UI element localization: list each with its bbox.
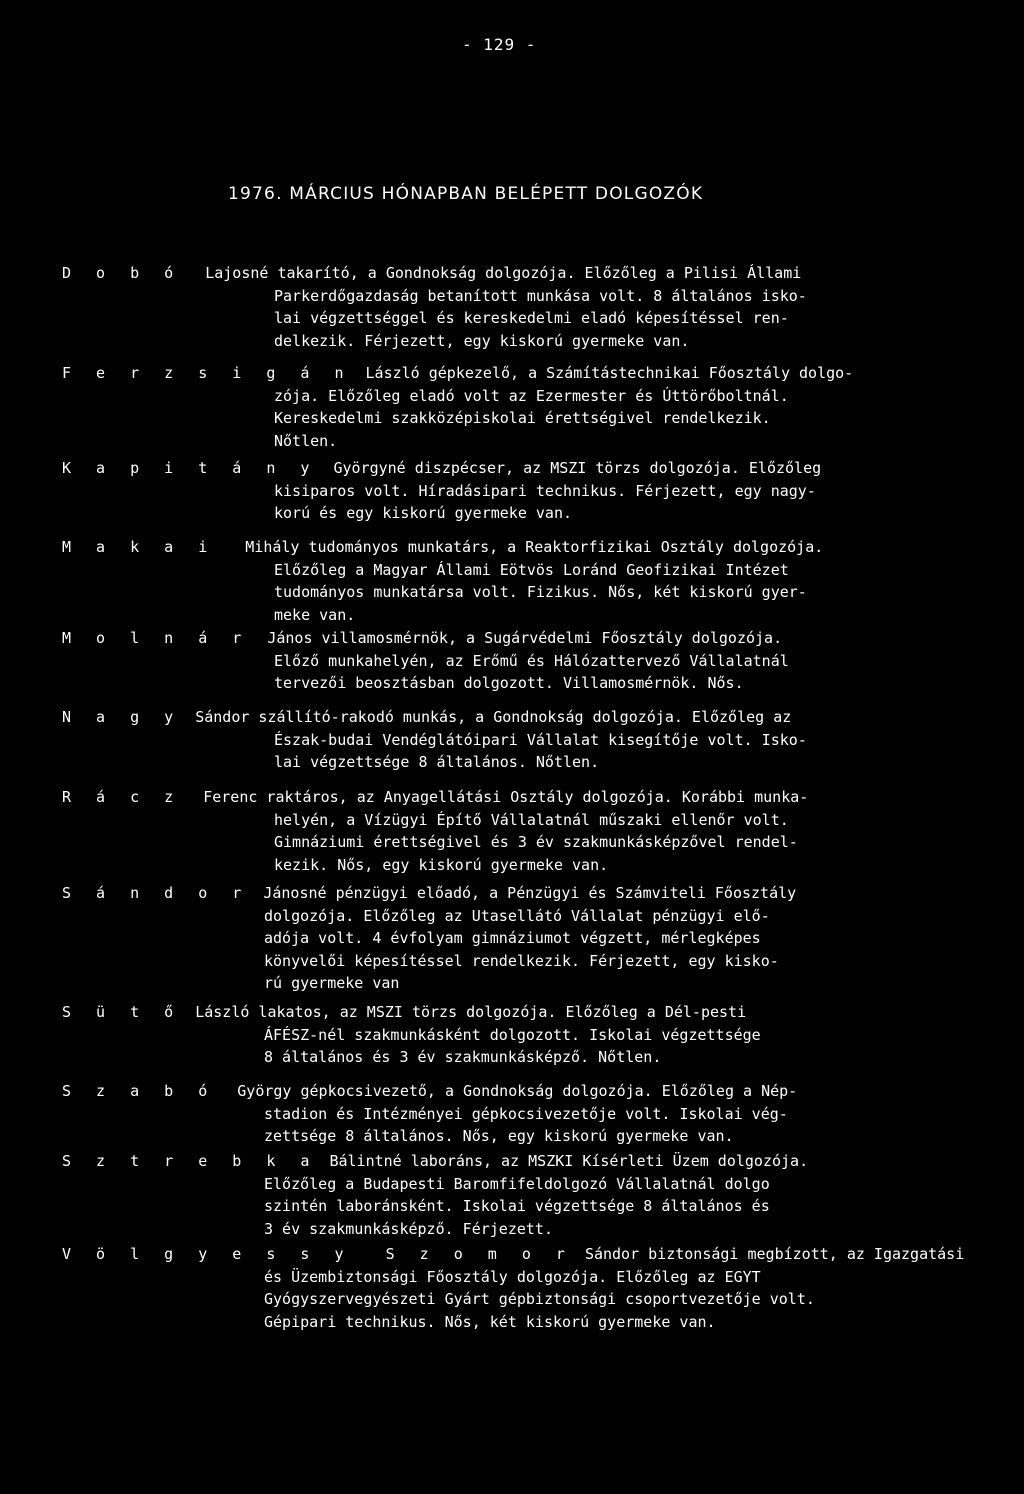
entry-line: Nőtlen. [274, 431, 338, 450]
entry-line: lai végzettsége 8 általános. Nőtlen. [274, 753, 600, 771]
entry-line: Parkerdőgazdaság betanított munkása volt. 8 általános isko- [274, 286, 807, 305]
entry-line: Észak-budai Vendéglátóipari Vállalat kisegítője volt. Isko- [274, 730, 807, 749]
entry-surname: R á c z [62, 788, 182, 806]
entry-volgyessy-szomor [62, 1243, 994, 1333]
entry-line: tervezői beosztásban dolgozott. Villamosmérnök. Nős. [274, 674, 744, 692]
entry-line: 3 év szakmunkásképző. Férjezett. [264, 1219, 553, 1238]
entry-ferzsigan [62, 362, 994, 452]
entry-line: Előzőleg a Magyar Állami Eötvös Loránd Geofizikai Intézet [274, 560, 789, 579]
entry-line: György gépkocsivezető, a Gondnokság dolgozója. Előzőleg a Nép- [237, 1082, 798, 1100]
entry-sandor [62, 882, 994, 995]
entry-surname: S z a b ó [62, 1082, 216, 1100]
entry-line: Gimnáziumi érettségivel és 3 év szakmunkásképzővel rendel- [274, 833, 798, 851]
entry-line: korú és egy kiskorú gyermeke van. [274, 504, 573, 522]
entry-sztrebka [62, 1150, 994, 1240]
entry-surname: V ö l g y e s s y S z o m o r [62, 1245, 573, 1263]
page-title: 1976. MÁRCIUS HÓNAPBAN BELÉPETT DOLGOZÓK [228, 184, 704, 204]
page-number: - 129 - [462, 35, 537, 54]
entry-line: ÁFÉSZ-nél szakmunkásként dolgozott. Iskolai végzettsége [264, 1025, 761, 1044]
entry-line: Mihály tudományos munkatárs, a Reaktorfizikai Osztály dolgozója. [245, 538, 824, 556]
entry-line: Előző munkahelyén, az Erőmű és Hálózattervező Vállalatnál [274, 651, 789, 670]
entry-line: rú gyermeke van [264, 974, 400, 992]
entry-line: zója. Előzőleg eladó volt az Ezermester és Úttörőboltnál. [274, 386, 789, 405]
entry-makai [62, 536, 994, 626]
entry-line: kezik. Nős, egy kiskorú gyermeke van. [274, 855, 609, 874]
entry-line: Ferenc raktáros, az Anyagellátási Osztály dolgozója. Korábbi munka- [203, 788, 809, 806]
entry-surname: S z t r e b k a [62, 1152, 318, 1170]
entry-suto [62, 1001, 994, 1069]
entry-line: tudományos munkatársa volt. Fizikus. Nős, két kiskorú gyer- [274, 583, 807, 601]
entry-racz [62, 786, 994, 876]
entry-line: Sándor szállító-rakodó munkás, a Gondnokság dolgozója. Előzőleg az [195, 708, 792, 726]
entry-surname: K a p i t á n y [62, 459, 318, 477]
entry-line: stadion és Intézményei gépkocsivezetője volt. Iskolai vég- [264, 1104, 788, 1123]
entry-line: Györgyné diszpécser, az MSZI törzs dolgozója. Előzőleg [333, 459, 822, 477]
entry-surname: F e r z s i g á n [62, 364, 352, 382]
entry-line: meke van. [274, 605, 356, 624]
entry-line: László lakatos, az MSZI törzs dolgozója. Előzőleg a Dél-pesti [195, 1003, 747, 1021]
entry-kapitany [62, 457, 994, 525]
entry-line: Jánosné pénzügyi előadó, a Pénzügyi és Számviteli Főosztály [263, 884, 797, 902]
entry-surname: S á n d o r [62, 884, 250, 902]
entry-surname: M a k a i [62, 538, 216, 556]
entry-surname: M o l n á r [62, 629, 250, 647]
entry-line: László gépkezelő, a Számítástechnikai Főosztály dolgo- [365, 364, 854, 382]
entry-line: adója volt. 4 évfolyam gimnáziumot végzett, mérlegképes [264, 929, 761, 947]
entry-line: Sándor biztonsági megbízott, az Igazgatási [584, 1245, 965, 1263]
entry-line: Előzőleg a Budapesti Baromfifeldolgozó Vállalatnál dolgo [264, 1174, 770, 1193]
entry-line: delkezik. Férjezett, egy kiskorú gyermeke van. [274, 331, 690, 350]
entry-nagy [62, 706, 994, 774]
entry-line: dolgozója. Előzőleg az Utasellátó Vállalat pénzügyi elő- [264, 906, 770, 925]
entry-molnar [62, 627, 994, 695]
entry-dobo [62, 262, 994, 352]
entry-line: kisiparos volt. Híradásipari technikus. Férjezett, egy nagy- [274, 481, 816, 500]
entry-line: lai végzettséggel és kereskedelmi eladó képesítéssel ren- [274, 309, 789, 327]
entry-line: Gépipari technikus. Nős, két kiskorú gyermeke van. [264, 1312, 716, 1331]
entry-line: Kereskedelmi szakközépiskolai érettségivel rendelkezik. [274, 409, 771, 427]
entry-line: 8 általános és 3 év szakmunkásképző. Nőtlen. [264, 1048, 662, 1066]
entry-szabo [62, 1080, 994, 1148]
entry-line: szintén laboránsként. Iskolai végzettsége 8 általános és [264, 1197, 770, 1215]
entry-line: zettsége 8 általános. Nős, egy kiskorú gyermeke van. [264, 1127, 734, 1145]
entry-line: és Üzembiztonsági Főosztály dolgozója. Előzőleg az EGYT [264, 1267, 761, 1286]
entry-line: Gyógyszervegyészeti Gyárt gépbiztonsági csoportvezetője volt. [264, 1290, 815, 1308]
entry-surname: D o b ó [62, 264, 182, 282]
entry-line: Lajosné takarító, a Gondnokság dolgozója. Előzőleg a Pilisi Állami [205, 264, 802, 282]
entry-line: Bálintné laboráns, az MSZKI Kísérleti Üzem dolgozója. [329, 1152, 809, 1170]
entry-line: könyvelői képesítéssel rendelkezik. Férjezett, egy kisko- [264, 951, 779, 970]
entry-line: János villamosmérnök, a Sugárvédelmi Főosztály dolgozója. [267, 629, 783, 647]
entry-surname: S ü t ő [62, 1003, 182, 1021]
entry-surname: N a g y [62, 708, 182, 726]
entry-line: helyén, a Vízügyi Építő Vállalatnál műszaki ellenőr volt. [274, 810, 789, 829]
